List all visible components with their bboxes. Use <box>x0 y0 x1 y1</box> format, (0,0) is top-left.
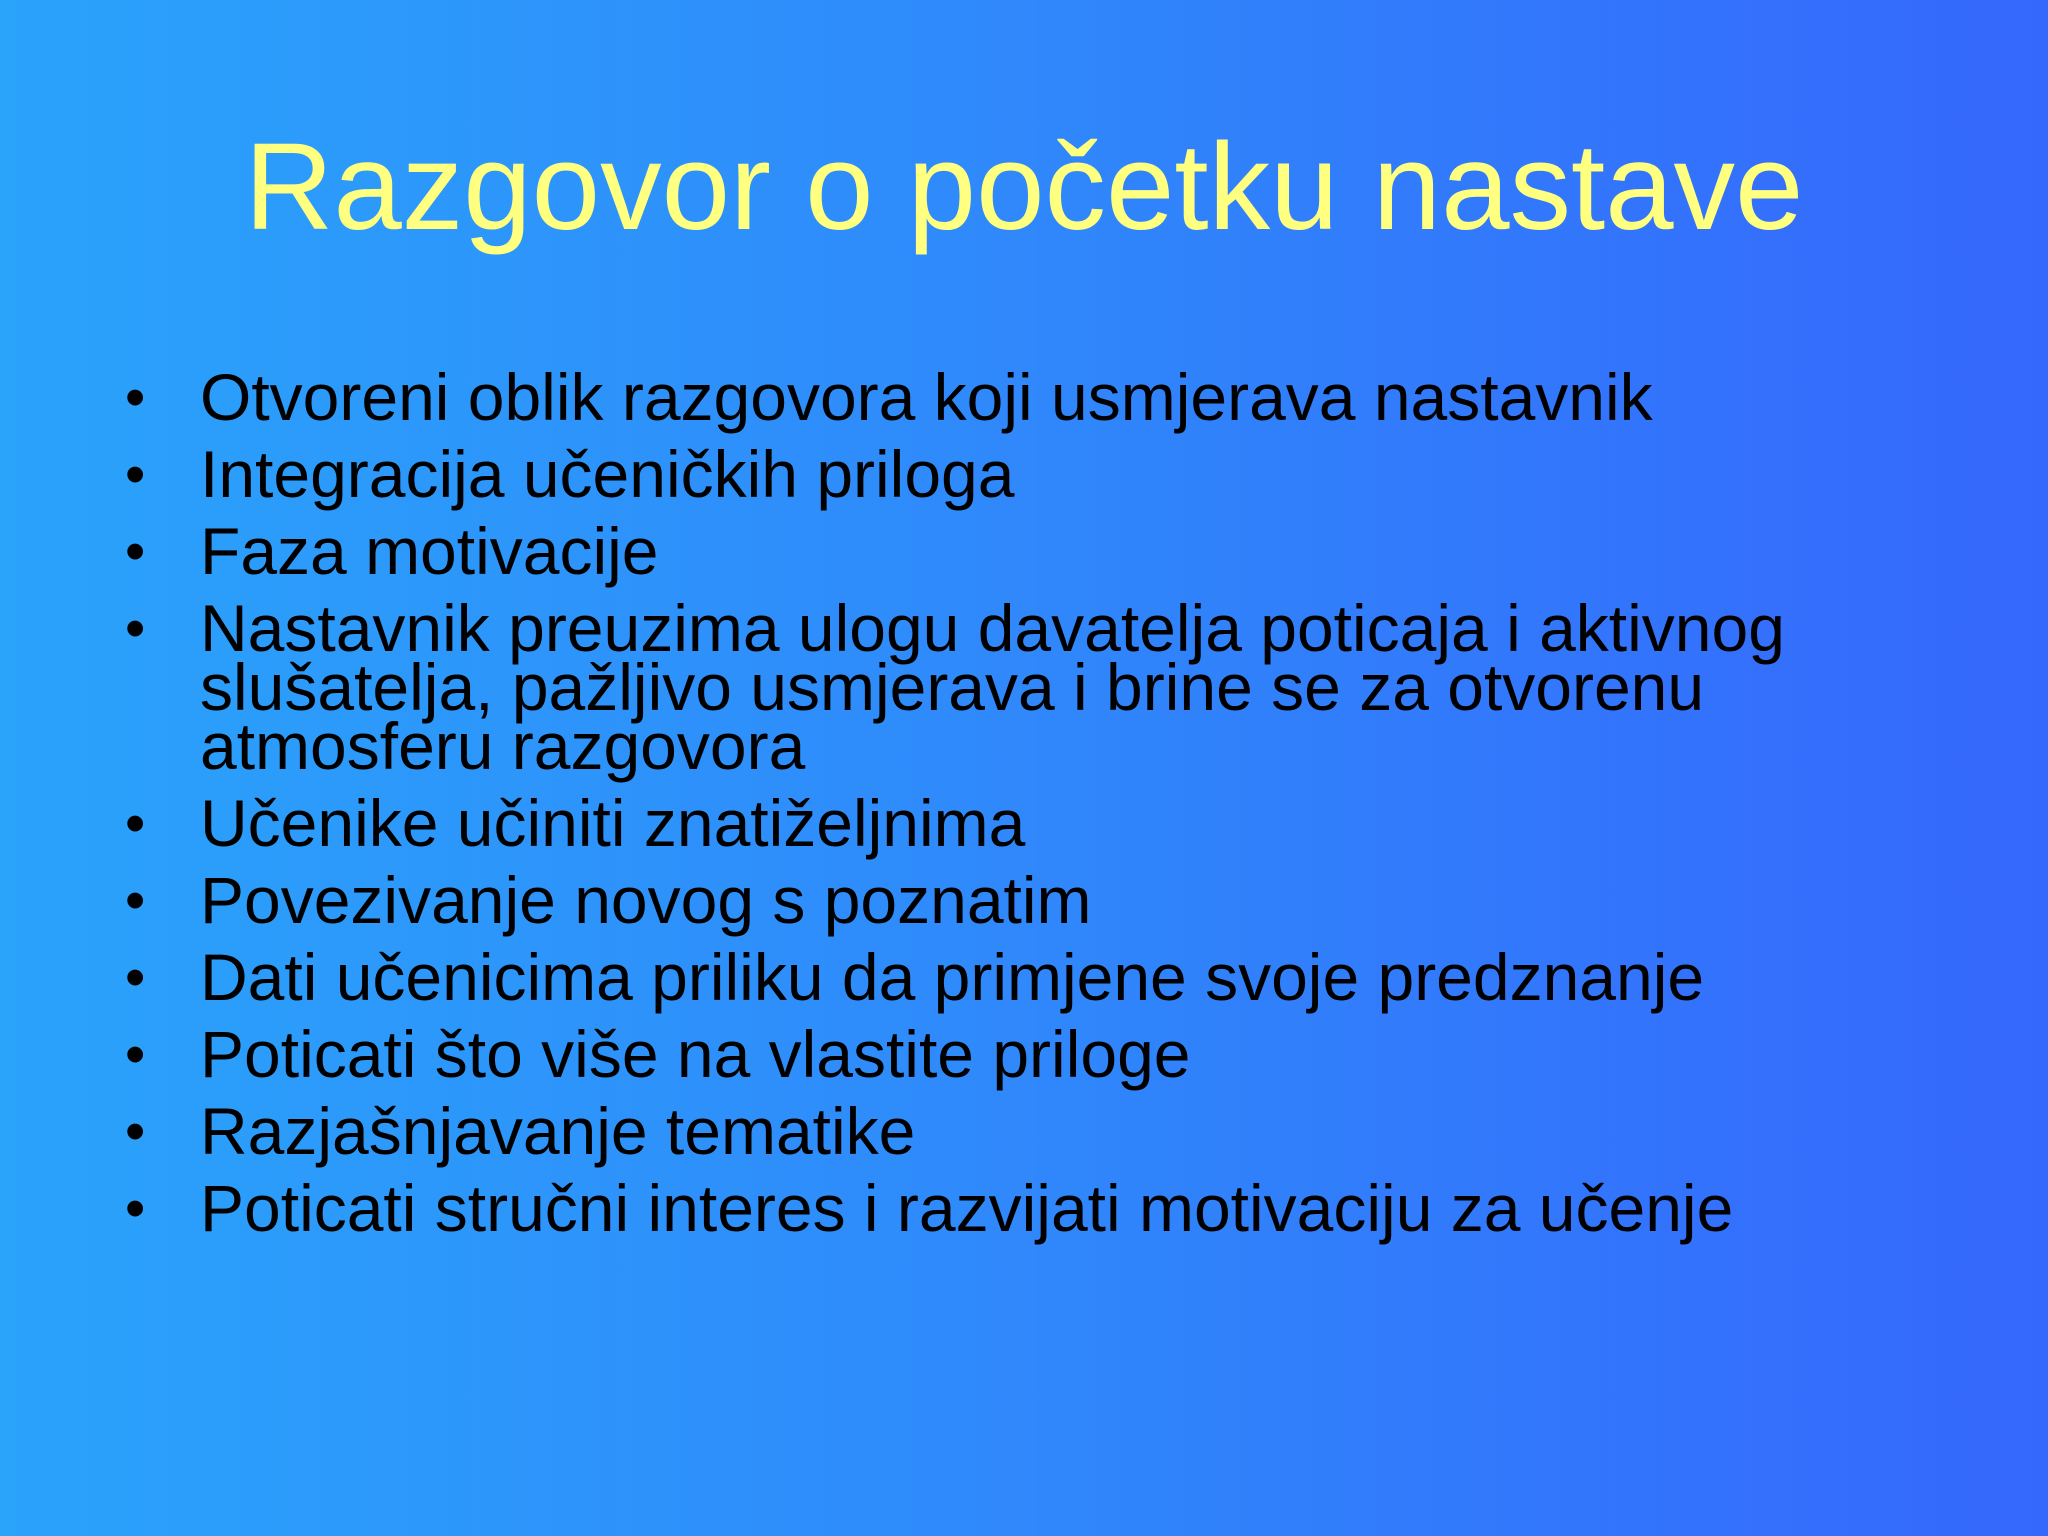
bullet-dot-icon: • <box>125 365 146 430</box>
bullet-dot-icon: • <box>125 1099 146 1164</box>
bullet-dot-icon: • <box>125 596 146 661</box>
bullet-dot-icon: • <box>125 945 146 1010</box>
bullet-text: Dati učenicima priliku da primjene svoje predznanje <box>200 940 1705 1014</box>
bullet-item <box>125 940 1945 1014</box>
bullet-item <box>125 514 1945 588</box>
bullet-text: Integracija učeničkih priloga <box>200 437 1015 511</box>
bullet-text: Faza motivacije <box>200 514 659 588</box>
bullet-item <box>125 1017 1945 1091</box>
bullet-text: Poticati stručni interes i razvijati motivaciju za učenje <box>200 1171 1734 1245</box>
bullet-text: slušatelja, pažljivo usmjerava i brine se za otvorenu <box>200 650 1705 724</box>
bullet-dot-icon: • <box>125 791 146 856</box>
bullet-item <box>125 437 1945 511</box>
bullet-item <box>125 786 1945 860</box>
bullet-item <box>125 1171 1945 1245</box>
bullet-dot-icon: • <box>125 519 146 584</box>
bullet-dot-icon: • <box>125 442 146 507</box>
bullet-text: Poticati što više na vlastite priloge <box>200 1017 1191 1091</box>
bullet-item <box>125 863 1945 937</box>
bullet-text: Otvoreni oblik razgovora koji usmjerava nastavnik <box>200 360 1653 434</box>
slide-title: Razgovor o početku nastave <box>244 119 1804 256</box>
bullet-item <box>125 360 1945 434</box>
bullet-text: atmosferu razgovora <box>200 709 806 783</box>
bullet-text: Povezivanje novog s poznatim <box>200 863 1092 937</box>
bullet-text: Nastavnik preuzima ulogu davatelja poticaja i aktivnog <box>200 591 1785 665</box>
bullet-dot-icon: • <box>125 868 146 933</box>
bullet-text: Učenike učiniti znatiželjnima <box>200 786 1026 860</box>
bullet-dot-icon: • <box>125 1022 146 1087</box>
bullet-item <box>125 591 1945 783</box>
bullet-text: Razjašnjavanje tematike <box>200 1094 916 1168</box>
bullet-dot-icon: • <box>125 1176 146 1241</box>
bullet-list <box>125 360 1945 1256</box>
bullet-item <box>125 1094 1945 1168</box>
